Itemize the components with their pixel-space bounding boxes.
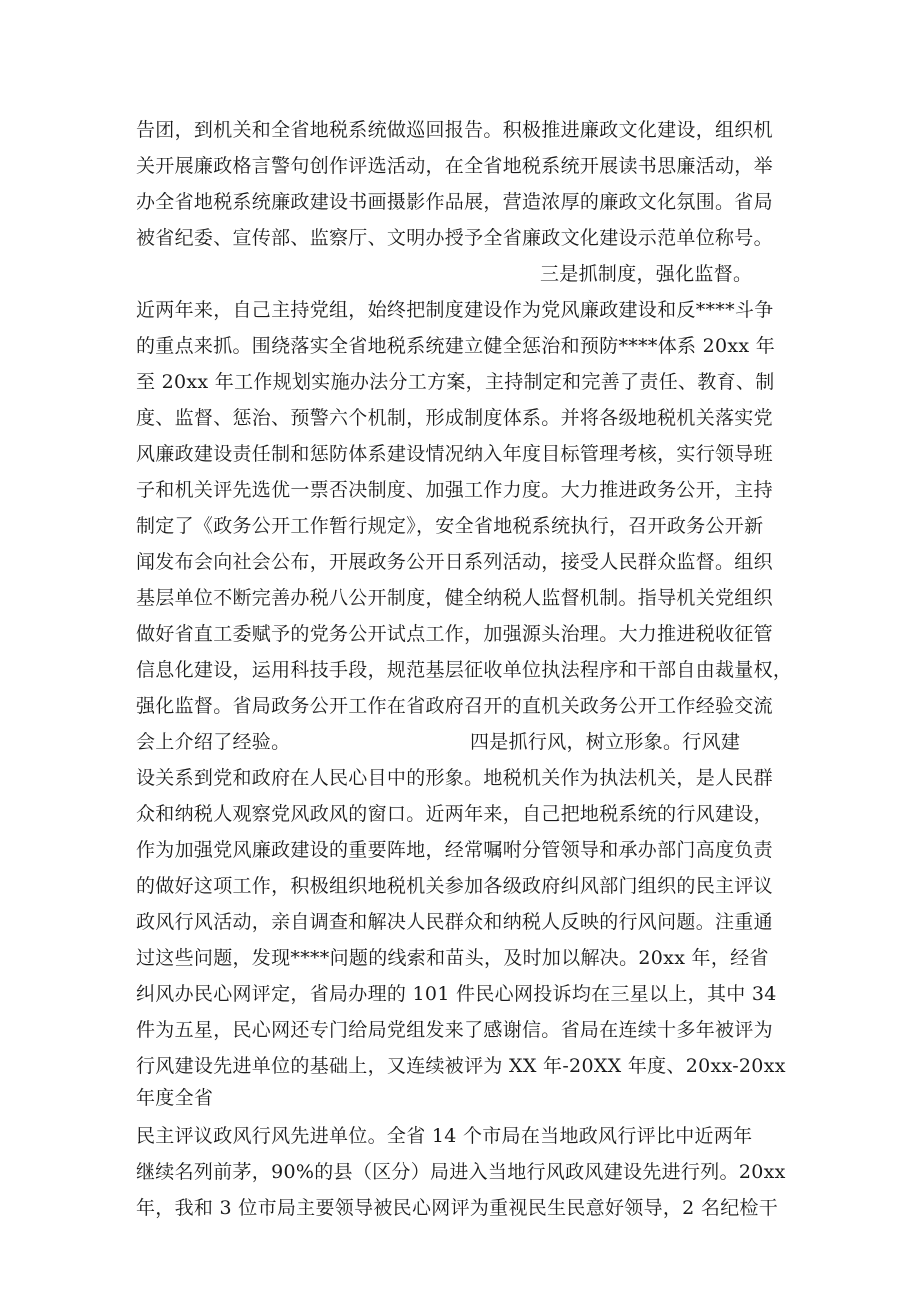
text-line: 至 20xx 年工作规划实施办法分工方案，主持制定和完善了责任、教育、制 (136, 371, 775, 393)
text-line: 件为五星，民心网还专门给局党组发来了感谢信。省局在连续十多年被评为 (136, 1019, 773, 1041)
text-line: 继续名列前茅，90%的县（区分）局进入当地行风政风建设先进行列。20xx (136, 1161, 786, 1183)
text-line: 强化监督。省局政务公开工作在省政府召开的直机关政务公开工作经验交流 (136, 695, 773, 717)
text-line: 办全省地税系统廉政建设书画摄影作品展，营造浓厚的廉政文化氛围。省局 (136, 191, 773, 213)
text-line: 信息化建设，运用科技手段，规范基层征收单位执法程序和干部自由裁量权， (136, 659, 793, 681)
text-line: 设关系到党和政府在人民心目中的形象。地税机关作为执法机关，是人民群 (136, 767, 773, 789)
text-line: 过这些问题，发现****问题的线索和苗头，及时加以解决。20xx 年，经省 (136, 947, 769, 969)
text-line: 近两年来，自己主持党组，始终把制度建设作为党风廉政建设和反****斗争 (136, 299, 774, 321)
text-line: 子和机关评先选优一票否决制度、加强工作力度。大力推进政务公开，主持 (136, 479, 773, 501)
section-heading: 四是抓行风，树立形象。行风建 (470, 731, 741, 753)
text-line: 制定了《政务公开工作暂行规定》，安全省地税系统执行，召开政务公开新 (136, 515, 764, 537)
text-line: 行风建设先进单位的基础上，又连续被评为 XX 年-20XX 年度、20xx-20xx (136, 1055, 786, 1077)
text-line: 基层单位不断完善办税八公开制度，健全纳税人监督机制。指导机关党组织 (136, 587, 773, 609)
text-line: 纠风办民心网评定，省局办理的 101 件民心网投诉均在三星以上，其中 34 (136, 983, 777, 1005)
text-line: 的做好这项工作，积极组织地税机关参加各级政府纠风部门组织的民主评议 (136, 875, 773, 897)
text-line: 民主评议政风行风先进单位。全省 14 个市局在当地政风行评比中近两年 (136, 1125, 753, 1147)
text-line: 做好省直工委赋予的党务公开试点工作，加强源头治理。大力推进税收征管 (136, 623, 773, 645)
text-line: 作为加强党风廉政建设的重要阵地，经常嘱咐分管领导和承办部门高度负责 (136, 839, 773, 861)
text-line: 众和纳税人观察党风政风的窗口。近两年来，自己把地税系统的行风建设， (136, 803, 773, 825)
text-line: 告团，到机关和全省地税系统做巡回报告。积极推进廉政文化建设，组织机 (136, 119, 773, 141)
text-line: 关开展廉政格言警句创作评选活动，在全省地税系统开展读书思廉活动，举 (136, 155, 773, 177)
text-line: 风廉政建设责任制和惩防体系建设情况纳入年度目标管理考核，实行领导班 (136, 443, 773, 465)
text-line: 会上介绍了经验。 (136, 731, 291, 753)
text-line: 被省纪委、宣传部、监察厅、文明办授予全省廉政文化建设示范单位称号。 (136, 227, 773, 249)
text-line: 的重点来抓。围绕落实全省地税系统建立健全惩治和预防****体系 20xx 年 (136, 335, 776, 357)
text-line: 闻发布会向社会公布，开展政务公开日系列活动，接受人民群众监督。组织 (136, 551, 773, 573)
section-heading: 三是抓制度，强化监督。 (540, 263, 753, 285)
text-line: 年度全省 (136, 1087, 214, 1109)
text-line: 政风行风活动，亲自调查和解决人民群众和纳税人反映的行风问题。注重通 (136, 911, 773, 933)
text-line: 度、监督、惩治、预警六个机制，形成制度体系。并将各级地税机关落实党 (136, 407, 773, 429)
text-line: 年，我和 3 位市局主要领导被民心网评为重视民生民意好领导，2 名纪检干 (136, 1197, 779, 1219)
